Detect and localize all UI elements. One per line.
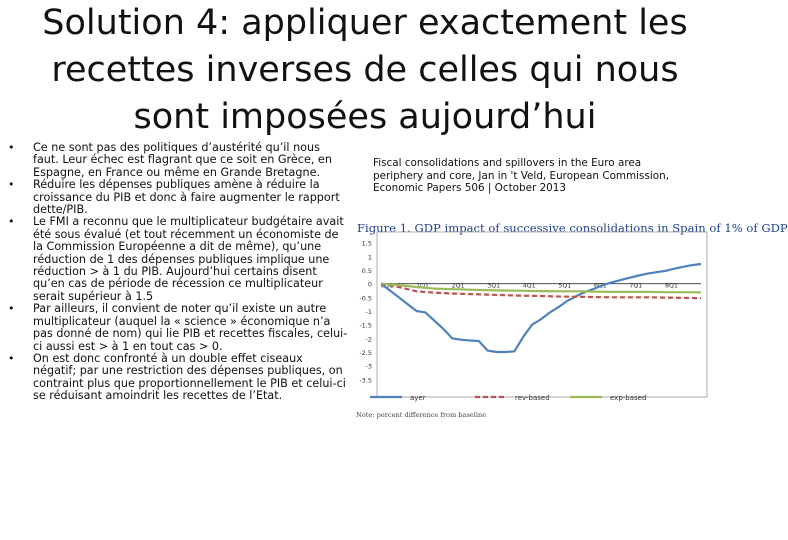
bullet-text: Le FMI a reconnu que le multiplicateur budgétaire avait été sous évalué (et tout récemment un économiste de la Commission Européenne a dit de même), qu’une réduction de 1 des dépenses publiques implique une réduction > à 1 du PIB. Aujourd’hui certains disent qu’en cas de période de récession ce multiplicateur serait supérieur à 1.5	[33, 215, 344, 303]
x-tick-label: 1Q1	[416, 282, 429, 290]
series-line-exp-based	[381, 284, 701, 293]
x-tick-label: 3Q1	[487, 282, 501, 290]
bullet-item	[8, 351, 348, 403]
bullet-item	[8, 141, 348, 179]
x-tick-label: 4Q1	[522, 282, 536, 290]
bullet-item	[8, 178, 348, 217]
bullet-glyph: •	[8, 215, 15, 229]
figure-note: Note: percent difference from baseline	[356, 411, 487, 419]
bullet-glyph: •	[8, 302, 15, 316]
bullet-text: Par ailleurs, il convient de noter qu’il existe un autre multiplicateur (auquel la « science » économique n’a pas donné de nom) qui lie PIB et recettes fiscales, celui-ci aussi est > à 1 en tout cas > 0.	[33, 302, 348, 353]
series-line-ayer	[381, 264, 701, 352]
y-tick-label: -2.5	[359, 348, 372, 357]
y-tick-label: -2	[365, 335, 372, 344]
y-tick-label: -1	[365, 308, 372, 316]
x-tick-label: 0Q1	[380, 282, 394, 290]
y-tick-label: 0	[367, 280, 372, 289]
bullet-item	[8, 302, 348, 353]
y-tick-label: 0.5	[361, 267, 372, 276]
bullet-glyph: •	[8, 141, 15, 154]
bullet-text: Réduire les dépenses publiques amène à réduire la croissance du PIB et donc à faire augmenter le rapport dette/PIB.	[33, 178, 340, 217]
bullet-glyph: •	[8, 178, 15, 192]
y-tick-label: 1	[367, 253, 372, 262]
x-tick-label: 5Q1	[558, 282, 572, 290]
y-tick-label: -0.5	[359, 294, 372, 303]
bullet-item	[8, 215, 348, 303]
x-tick-label: 8Q1	[665, 282, 678, 290]
bullet-text: On est donc confronté à un double effet ciseaux négatif; par une restriction des dépenses publiques, on contraint plus que proportionnellement le PIB et celui-ci se réduisant amoindrit les recettes de l’Etat.	[33, 351, 346, 403]
y-tick-label: 1.5	[361, 239, 372, 248]
x-tick-label: 7Q1	[629, 282, 643, 290]
slide-title: Solution 4: appliquer exactement les recettes inverses de celles qui nous sont imposées aujourd’hui	[42, 3, 688, 137]
legend-label: exp-based	[610, 394, 647, 402]
source-caption: Fiscal consolidations and spillovers in the Euro area periphery and core, Jan in 't Veld, European Commission, Economic Papers 506 | October 2013	[373, 157, 670, 195]
gdp-impact-chart	[352, 222, 714, 427]
figure-title: Figure 1. GDP impact of successive consolidations in Spain of 1% of GDP	[357, 221, 788, 235]
legend-label: rev-based	[515, 394, 550, 402]
bullet-list	[8, 141, 348, 403]
bullet-glyph: •	[8, 351, 15, 365]
x-tick-label: 6Q1	[593, 282, 607, 290]
y-tick-label: -1.5	[359, 321, 372, 330]
legend-label: ayer	[410, 394, 426, 402]
bullet-text: Ce ne sont pas des politiques d’austérité qu’il nous faut. Leur échec est flagrant que ce soit en Grèce, en Espagne, en France ou même en Grande Bretagne.	[33, 141, 332, 179]
y-tick-label: -3	[365, 362, 372, 371]
y-tick-label: -3.5	[359, 376, 372, 385]
x-tick-label: 2Q1	[451, 282, 465, 290]
